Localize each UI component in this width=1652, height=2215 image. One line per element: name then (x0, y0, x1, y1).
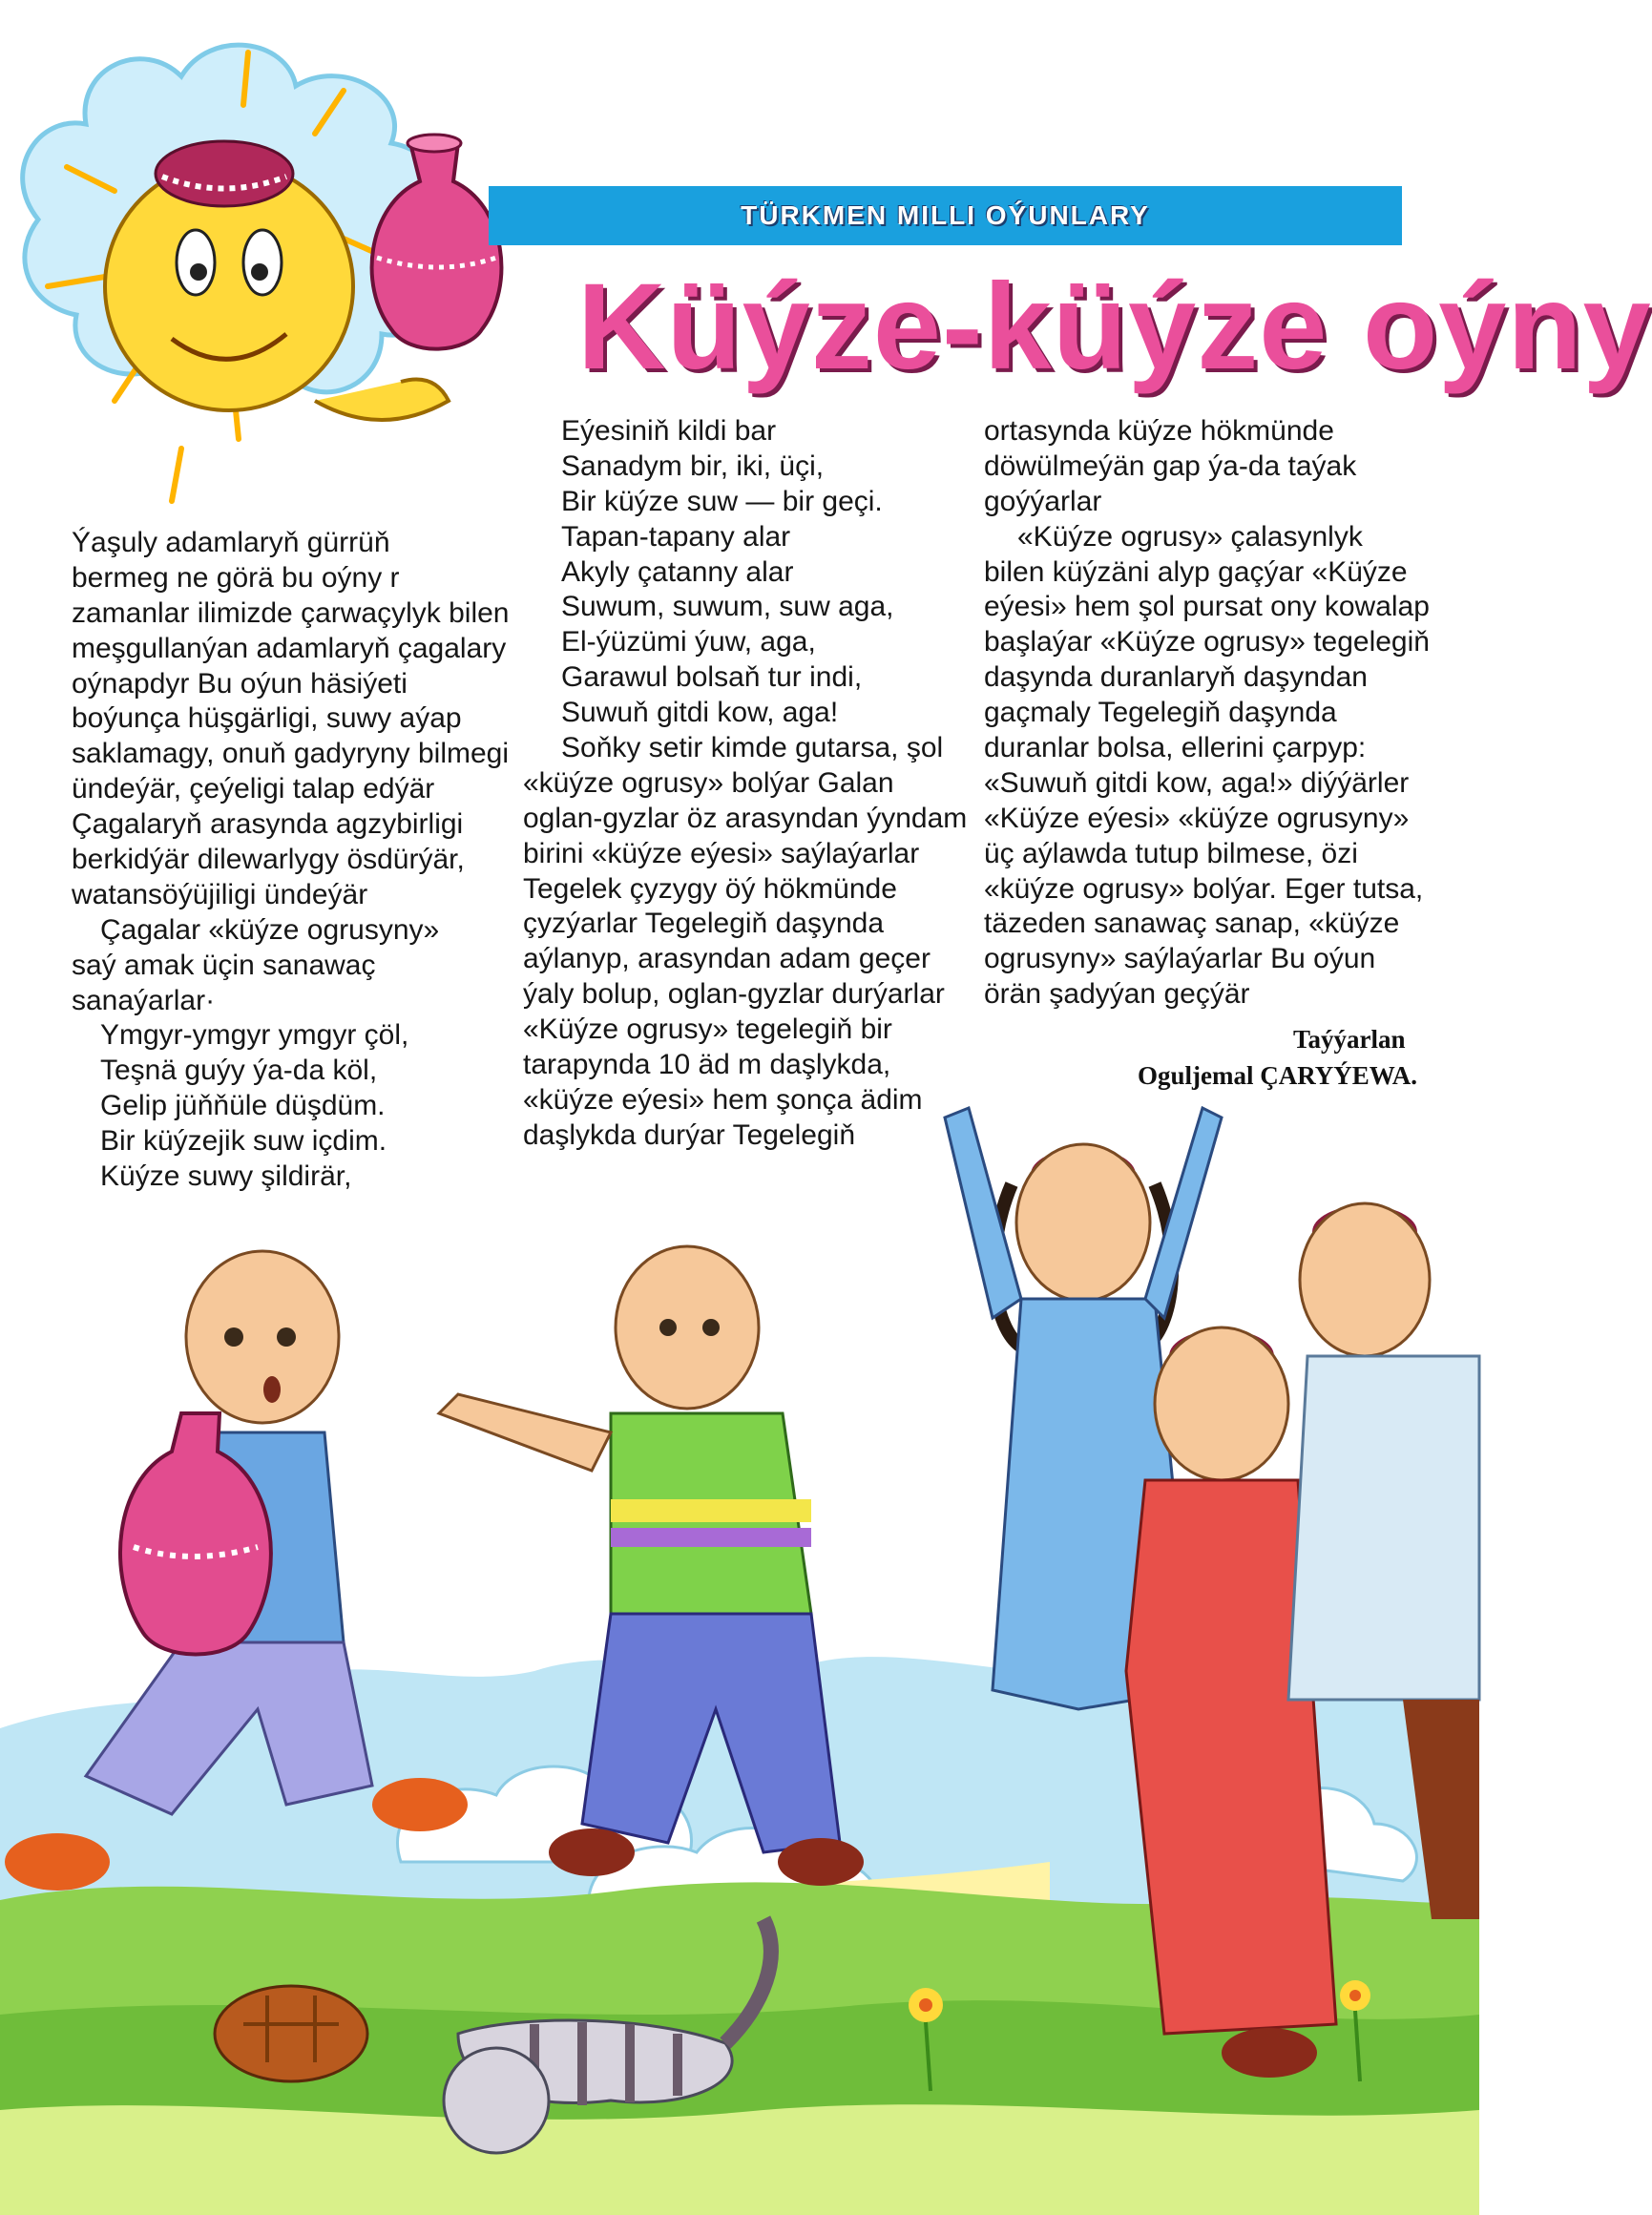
text-line: Sanadym bir, iki, üçi, (561, 449, 825, 482)
text-line: Suwuň gitdi kow, aga! (561, 697, 839, 729)
text-line: eýesi» hem şol pursat ony kowalap (984, 591, 1430, 623)
text-line: Garawul bolsaň tur indi, (561, 661, 863, 694)
text-line: daşlykda durýar Tegelegiň (523, 1118, 856, 1151)
text-line: Suwum, suwum, suw aga, (561, 591, 894, 623)
text-column-1 (72, 526, 509, 1195)
text-line: täzeden sanawaç sanap, «küýze (984, 908, 1400, 940)
text-line: örän şadyýan geçýär (984, 978, 1250, 1011)
text-line: zamanlar ilimizde çarwaçylyk bilen (72, 596, 510, 629)
text-line: boýunça hüşgärligi, suwy aýap (72, 702, 462, 735)
text-line: döwülmeýän gap ýa-da taýak (984, 449, 1357, 482)
text-line: ýaly bolup, oglan-gyzlar durýarlar (523, 978, 945, 1011)
text-line: oglan-gyzlar öz arasyndan ýyndam (523, 802, 968, 834)
text-line: bermeg ne görä bu oýny r (72, 561, 400, 594)
text-line: çyzýarlar Tegelegiň daşynda (523, 908, 885, 940)
text-line: başlaýar «Küýze ogrusy» tegelegiň (984, 626, 1430, 658)
text-line: Teşnä guýy ýa-da köl, (100, 1055, 378, 1087)
text-line: üç aýlawda tutup bilmese, özi (984, 837, 1358, 869)
text-line: «Küýze ogrusy» çalasynlyk (1017, 520, 1363, 553)
text-line: Çagalar «küýze ogrusyny» (100, 913, 440, 946)
text-line: Eýesiniň kildi bar (561, 415, 777, 447)
text-line: berkidýär dilewarlygy ösdürýär, (72, 844, 465, 876)
text-line: «Suwuň gitdi kow, aga!» diýýärler (984, 766, 1410, 799)
text-line: Bir küýzejik suw içdim. (100, 1125, 387, 1158)
text-line: «küýze eýesi» hem şonça ädim (523, 1083, 923, 1116)
text-line: saklamagy, onuň gadyryny bilmegi (72, 738, 510, 770)
text-line: gaçmaly Tegelegiň daşynda (984, 697, 1337, 729)
text-line: goýýarlar (984, 485, 1102, 517)
text-line: «küýze ogrusy» bolýar. Eger tutsa, (984, 872, 1424, 905)
text-column-3 (984, 414, 1430, 1013)
section-header-band (489, 186, 1402, 245)
text-line: sanaýarlar· (72, 984, 216, 1016)
text-line: Bir küýze suw — bir geçi. (561, 485, 883, 517)
article-title: Küýze-küýze oýny (577, 259, 1652, 395)
credit-author-name: Oguljemal ÇARYÝEWA. (1138, 1061, 1418, 1090)
text-line: Gelip jüňňüle düşdüm. (100, 1090, 386, 1122)
text-line: Ýaşuly adamlaryň gürrüň (72, 527, 390, 558)
text-line: Tegelek çyzygy öý hökmünde (523, 872, 897, 905)
text-line: saý amak üçin sanawaç (72, 949, 376, 981)
text-line: «Küýze ogrusy» tegelegiň bir (523, 1013, 892, 1046)
text-line: Ymgyr-ymgyr ymgyr çöl, (100, 1019, 409, 1052)
text-line: birini «küýze eýesi» saýlaýarlar (523, 837, 920, 869)
text-line: duranlar bolsa, ellerini çarpyp: (984, 732, 1367, 764)
text-line: Akyly çatanny alar (561, 555, 794, 588)
text-line: bilen küýzäni alyp gaçýar «Küýze (984, 555, 1408, 588)
text-line: oýnapdyr Bu oýun häsiýeti (72, 667, 408, 700)
text-line: El-ýüzümi ýuw, aga, (561, 626, 816, 658)
children-playing-kuyze-game-illustration (0, 1194, 1479, 2215)
text-column-2 (523, 414, 967, 1154)
text-line: aýlanyp, arasyndan adam geçer (523, 943, 931, 975)
text-line: ogrusyny» saýlaýarlar Bu oýun (984, 943, 1376, 975)
text-line: ündeýär, çeýeligi talap edýär (72, 773, 435, 805)
text-line: Tapan-tapany alar (561, 520, 791, 553)
text-line: Çagalaryň arasynda agzybirligi (72, 808, 464, 841)
text-line: «Küýze eýesi» «küýze ogrusyny» (984, 802, 1410, 834)
text-line: Küýze suwy şildirär, (100, 1160, 352, 1193)
credit-label: Taýýarlan (1293, 1025, 1406, 1054)
text-line: tarapynda 10 äd m daşlykda, (523, 1049, 891, 1081)
text-line: daşynda duranlaryň daşyndan (984, 661, 1368, 694)
text-line: «küýze ogrusy» bolýar Galan (523, 766, 894, 799)
text-line: meşgullanýan adamlaryň çagalary (72, 632, 507, 664)
text-line: Soňky setir kimde gutarsa, şol (561, 732, 944, 764)
text-line: watansöýüjiligi ündeýär (72, 878, 368, 910)
text-line: ortasynda küýze hökmünde (984, 415, 1334, 447)
sun-with-jug-illustration (0, 0, 573, 534)
section-label: TÜRKMEN MILLI OÝUNLARY (741, 200, 1150, 230)
turtle (215, 1986, 367, 2081)
